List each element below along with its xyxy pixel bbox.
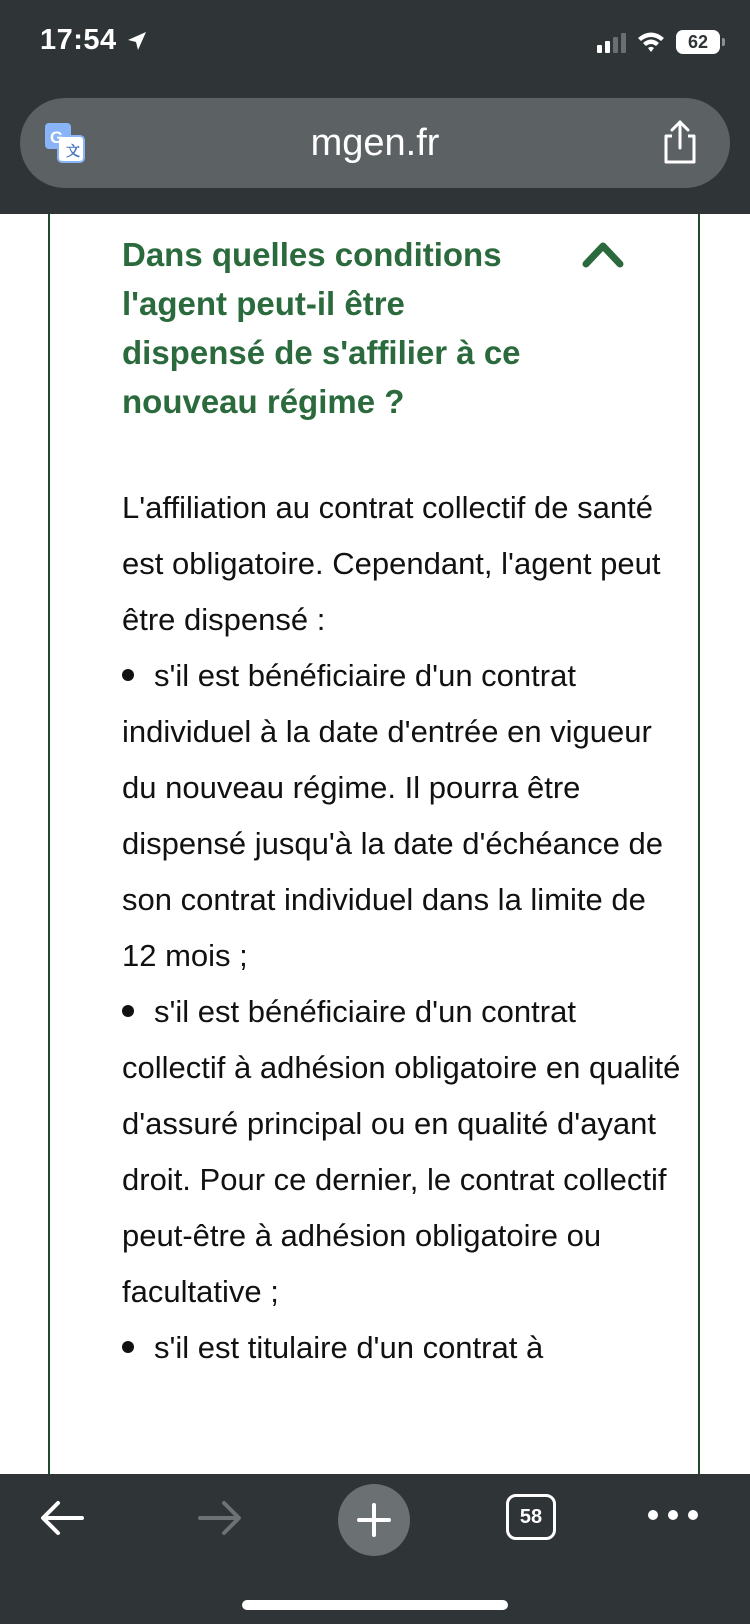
list-item [122,648,682,984]
svg-text:G: G [50,128,64,147]
new-tab-button[interactable] [338,1484,410,1556]
list-item [122,984,682,1320]
signal-icon [597,31,626,53]
list-item [122,1320,682,1376]
bullet-icon [122,1341,134,1353]
browser-toolbar [0,1474,750,1624]
tab-switcher-button[interactable] [506,1494,556,1540]
faq-answer [122,480,682,1376]
plus-icon [356,1502,392,1538]
status-time-group [40,24,149,57]
url-text[interactable]: mgen.fr [310,122,440,164]
faq-question[interactable]: Dans quelles conditions l'agent peut-il être dispensé de s'affilier à ce nouveau régime ? [122,236,521,420]
wifi-icon [636,30,666,54]
battery-icon [676,30,720,54]
browser-top-bar [0,0,750,214]
faq-answer-intro: L'affiliation au contrat collectif de santé est obligatoire. Cependant, l'agent peut être dispensé : [122,490,661,637]
more-icon[interactable] [648,1510,698,1520]
svg-text:文: 文 [66,143,80,159]
chevron-up-icon[interactable] [582,238,624,268]
location-arrow-icon [125,29,149,53]
bullet-icon [122,669,134,681]
home-indicator [242,1600,508,1610]
list-item-text: s'il est bénéficiaire d'un contrat individuel à la date d'entrée en vigueur du nouveau régime. Il pourra être dispensé jusqu'à la date d'échéance de son contrat individuel dans la limite de 12 mois ; [122,658,663,973]
share-icon[interactable] [660,118,700,166]
forward-icon[interactable] [196,1496,244,1540]
battery-level: 62 [687,31,709,52]
list-item-text: s'il est bénéficiaire d'un contrat collectif à adhésion obligatoire en qualité d'assuré principal ou en qualité d'ayant droit. Pour ce dernier, le contrat collectif peut-être à adhésion obligatoire ou facultative ; [122,994,681,1309]
page-content [0,214,750,1474]
tab-count: 58 [519,1505,543,1528]
address-bar[interactable] [20,98,730,188]
status-indicators [597,30,720,54]
back-icon[interactable] [38,1496,86,1540]
bullet-icon [122,1005,134,1017]
list-item-text: s'il est titulaire d'un contrat à [154,1330,544,1365]
status-time: 17:54 [40,24,117,56]
